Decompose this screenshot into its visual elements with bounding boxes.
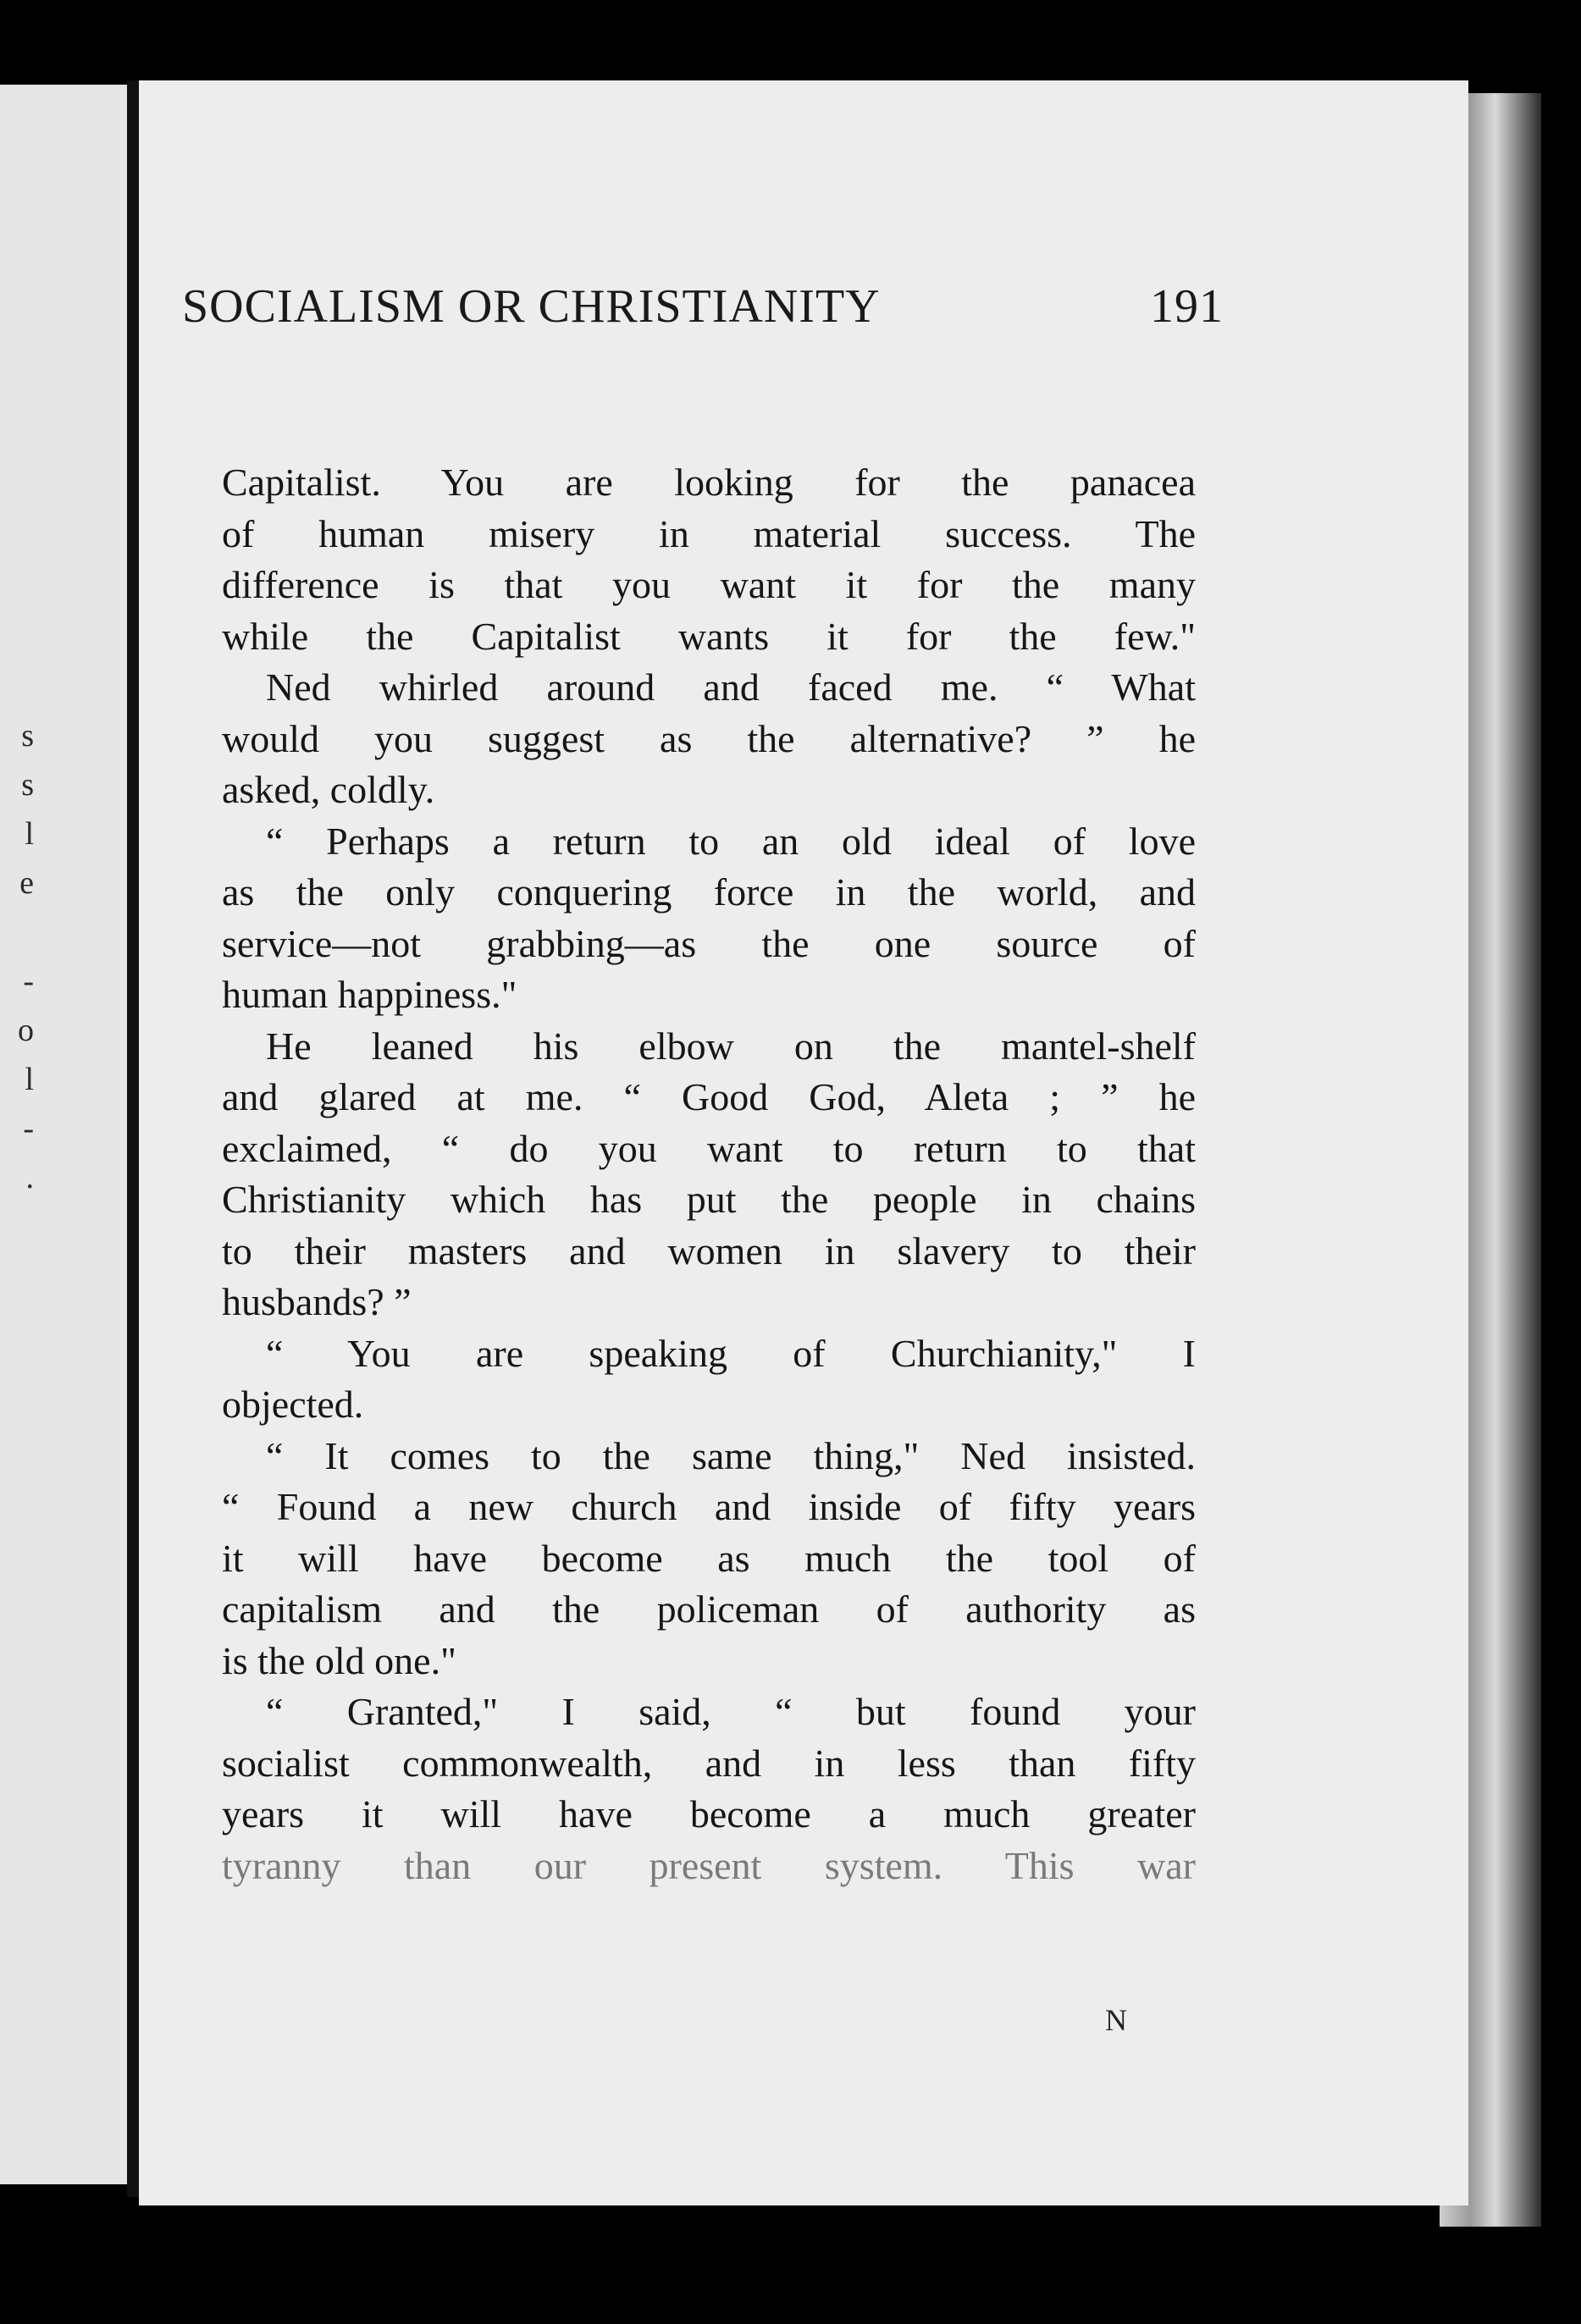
text-line: “ You are speaking of Churchianity," I xyxy=(266,1331,1196,1375)
text-line: would you suggest as the alternative? ” he xyxy=(222,716,1196,760)
text-line: “ It comes to the same thing," Ned insisted. xyxy=(266,1433,1196,1477)
fragment: s xyxy=(21,767,34,803)
text-line: socialist commonwealth, and in less than fifty xyxy=(222,1741,1196,1785)
signature-mark: N xyxy=(1105,2003,1127,2037)
text-line: of human misery in material success. The xyxy=(222,511,1196,555)
text-line: to their masters and women in slavery to their xyxy=(222,1228,1196,1272)
text-line: and glared at me. “ Good God, Aleta ; ” he xyxy=(222,1075,1196,1118)
text-line: Christianity which has put the people in chains xyxy=(222,1178,1196,1221)
text-line: it will have become as much the tool of xyxy=(222,1536,1196,1580)
text-line: human happiness." xyxy=(222,973,517,1016)
running-head xyxy=(182,279,1224,334)
fragment: - xyxy=(23,1111,34,1146)
text-line: Capitalist. You are looking for the panacea xyxy=(222,461,1196,504)
text-line: difference is that you want it for the many xyxy=(222,563,1196,606)
fragment xyxy=(0,908,34,957)
text-line: is the old one." xyxy=(222,1638,456,1682)
page-number: 191 xyxy=(1150,280,1224,333)
text-line: “ Found a new church and inside of fifty years xyxy=(222,1485,1196,1528)
text-line: He leaned his elbow on the mantel-shelf xyxy=(266,1024,1196,1068)
text-line: Ned whirled around and faced me. “ What xyxy=(266,665,1196,709)
text-line: husbands? ” xyxy=(222,1280,412,1323)
text-line: as the only conquering force in the world, and xyxy=(222,870,1196,914)
fragment: l xyxy=(25,1062,34,1097)
fragment: e xyxy=(19,865,34,901)
fragment: s xyxy=(21,718,34,754)
book-gutter xyxy=(127,80,139,2197)
text-line: asked, coldly. xyxy=(222,768,435,811)
text-line: while the Capitalist wants it for the few." xyxy=(222,614,1196,658)
text-line: objected. xyxy=(222,1383,364,1426)
fragment: o xyxy=(18,1013,34,1048)
text-line: “ Granted," I said, “ but found your xyxy=(266,1690,1196,1733)
text-line: tyranny than our present system. This war xyxy=(222,1843,1196,1887)
body-text xyxy=(222,457,1196,1891)
facing-page-text-fragments xyxy=(0,711,34,1202)
text-line: exclaimed, “ do you want to return to that xyxy=(222,1126,1196,1170)
text-line: service—not grabbing—as the one source of xyxy=(222,921,1196,965)
fragment: l xyxy=(25,816,34,852)
text-line: capitalism and the policeman of authority as xyxy=(222,1587,1196,1631)
text-line: years it will have become a much greater xyxy=(222,1792,1196,1835)
running-head-title: SOCIALISM OR CHRISTIANITY xyxy=(182,280,881,333)
text-line: “ Perhaps a return to an old ideal of love xyxy=(266,819,1196,863)
fragment: . xyxy=(25,1160,34,1195)
fragment: - xyxy=(23,963,34,999)
